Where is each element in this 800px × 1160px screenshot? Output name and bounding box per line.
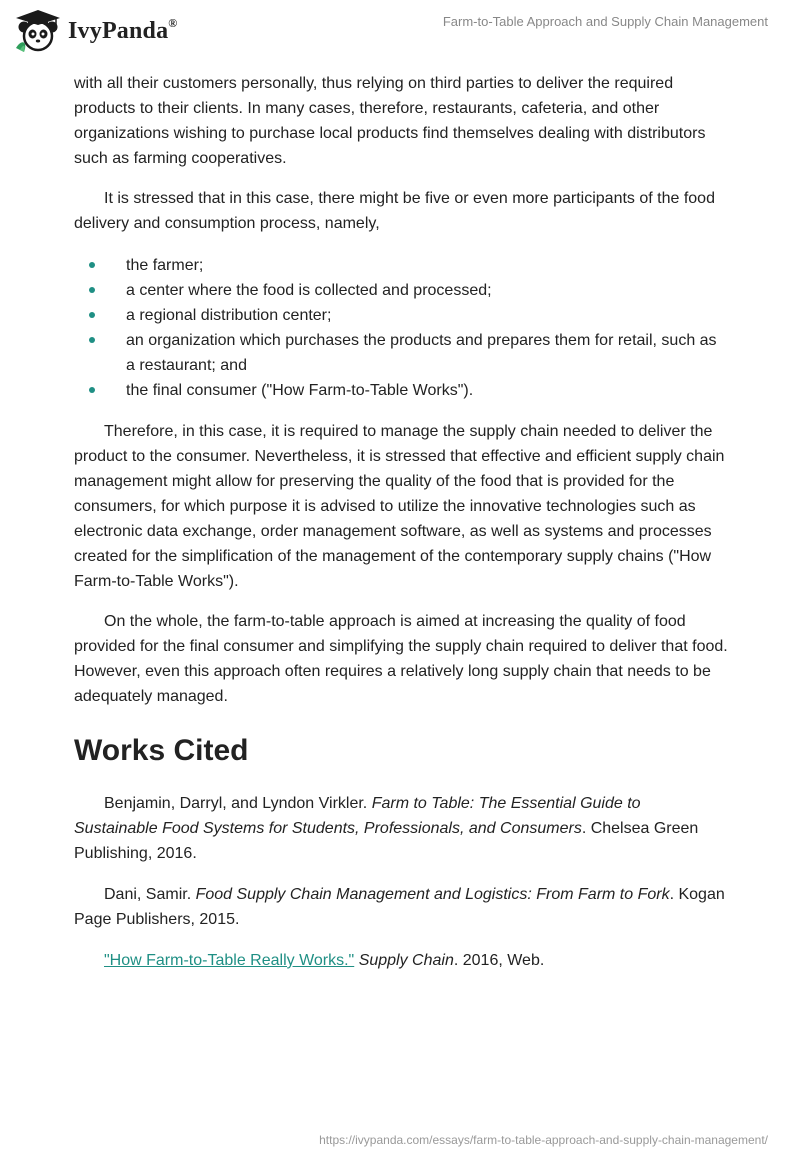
panda-logo-icon (14, 8, 62, 54)
list-item: a regional distribution center; (74, 303, 728, 328)
bullet-icon (89, 287, 95, 293)
list-item: a center where the food is collected and processed; (74, 278, 728, 303)
bullet-icon (89, 387, 95, 393)
paragraph-4: On the whole, the farm-to-table approach is aimed at increasing the quality of food provided for the final consumer and simplifying the supply chain required to deliver that food. However, even this approach often requires a relatively long supply chain that needs to be adequately managed. (74, 613, 728, 705)
document-title: Farm-to-Table Approach and Supply Chain Management (442, 14, 768, 29)
essay-content (74, 71, 728, 989)
citation-1: Benjamin, Darryl, and Lyndon Virkler. Farm to Table: The Essential Guide to Sustainable Food Systems for Students, Professionals, and Consumers. Chelsea Green Publishing, 2016. (74, 795, 699, 862)
page-header (0, 0, 800, 64)
paragraph-3: Therefore, in this case, it is required to manage the supply chain needed to deliver the product to the consumer. Nevertheless, it is stressed that effective and efficient supply chain management might allow for preserving the quality of the food that is provided for the consumers, for which purpose it is advised to utilize the innovative technologies such as electronic data exchange, order management software, as well as systems and processes created for the simplification of the management of the contemporary supply chains ("How Farm-to-Table Works"). (74, 423, 725, 590)
paragraph-1: with all their customers personally, thus relying on third parties to deliver the required products to their clients. In many cases, therefore, restaurants, cafeteria, and other organizations wishing to purchase local products find themselves dealing with distributors such as farming cooperatives. (74, 75, 706, 167)
brand-name: IvyPanda® (68, 15, 178, 44)
bullet-icon (89, 262, 95, 268)
list-item: the farmer; (74, 253, 728, 278)
citation-3: "How Farm-to-Table Really Works." Supply Chain. 2016, Web. (104, 952, 545, 969)
participants-list (74, 253, 728, 403)
works-cited-heading: Works Cited (74, 734, 249, 767)
bullet-icon (89, 312, 95, 318)
paragraph-2: It is stressed that in this case, there might be five or even more participants of the food delivery and consumption process, namely, (74, 190, 715, 232)
list-item: the final consumer ("How Farm-to-Table Works"). (74, 378, 728, 403)
source-url: https://ivypanda.com/essays/farm-to-table-approach-and-supply-chain-management/ (319, 1133, 768, 1147)
citation-link[interactable]: "How Farm-to-Table Really Works." (104, 952, 355, 969)
list-item: an organization which purchases the products and prepares them for retail, such as a restaurant; and (74, 328, 728, 378)
bullet-icon (89, 337, 95, 343)
brand-logo[interactable] (14, 8, 177, 54)
citation-2: Dani, Samir. Food Supply Chain Management and Logistics: From Farm to Fork. Kogan Page Publishers, 2015. (74, 886, 725, 928)
